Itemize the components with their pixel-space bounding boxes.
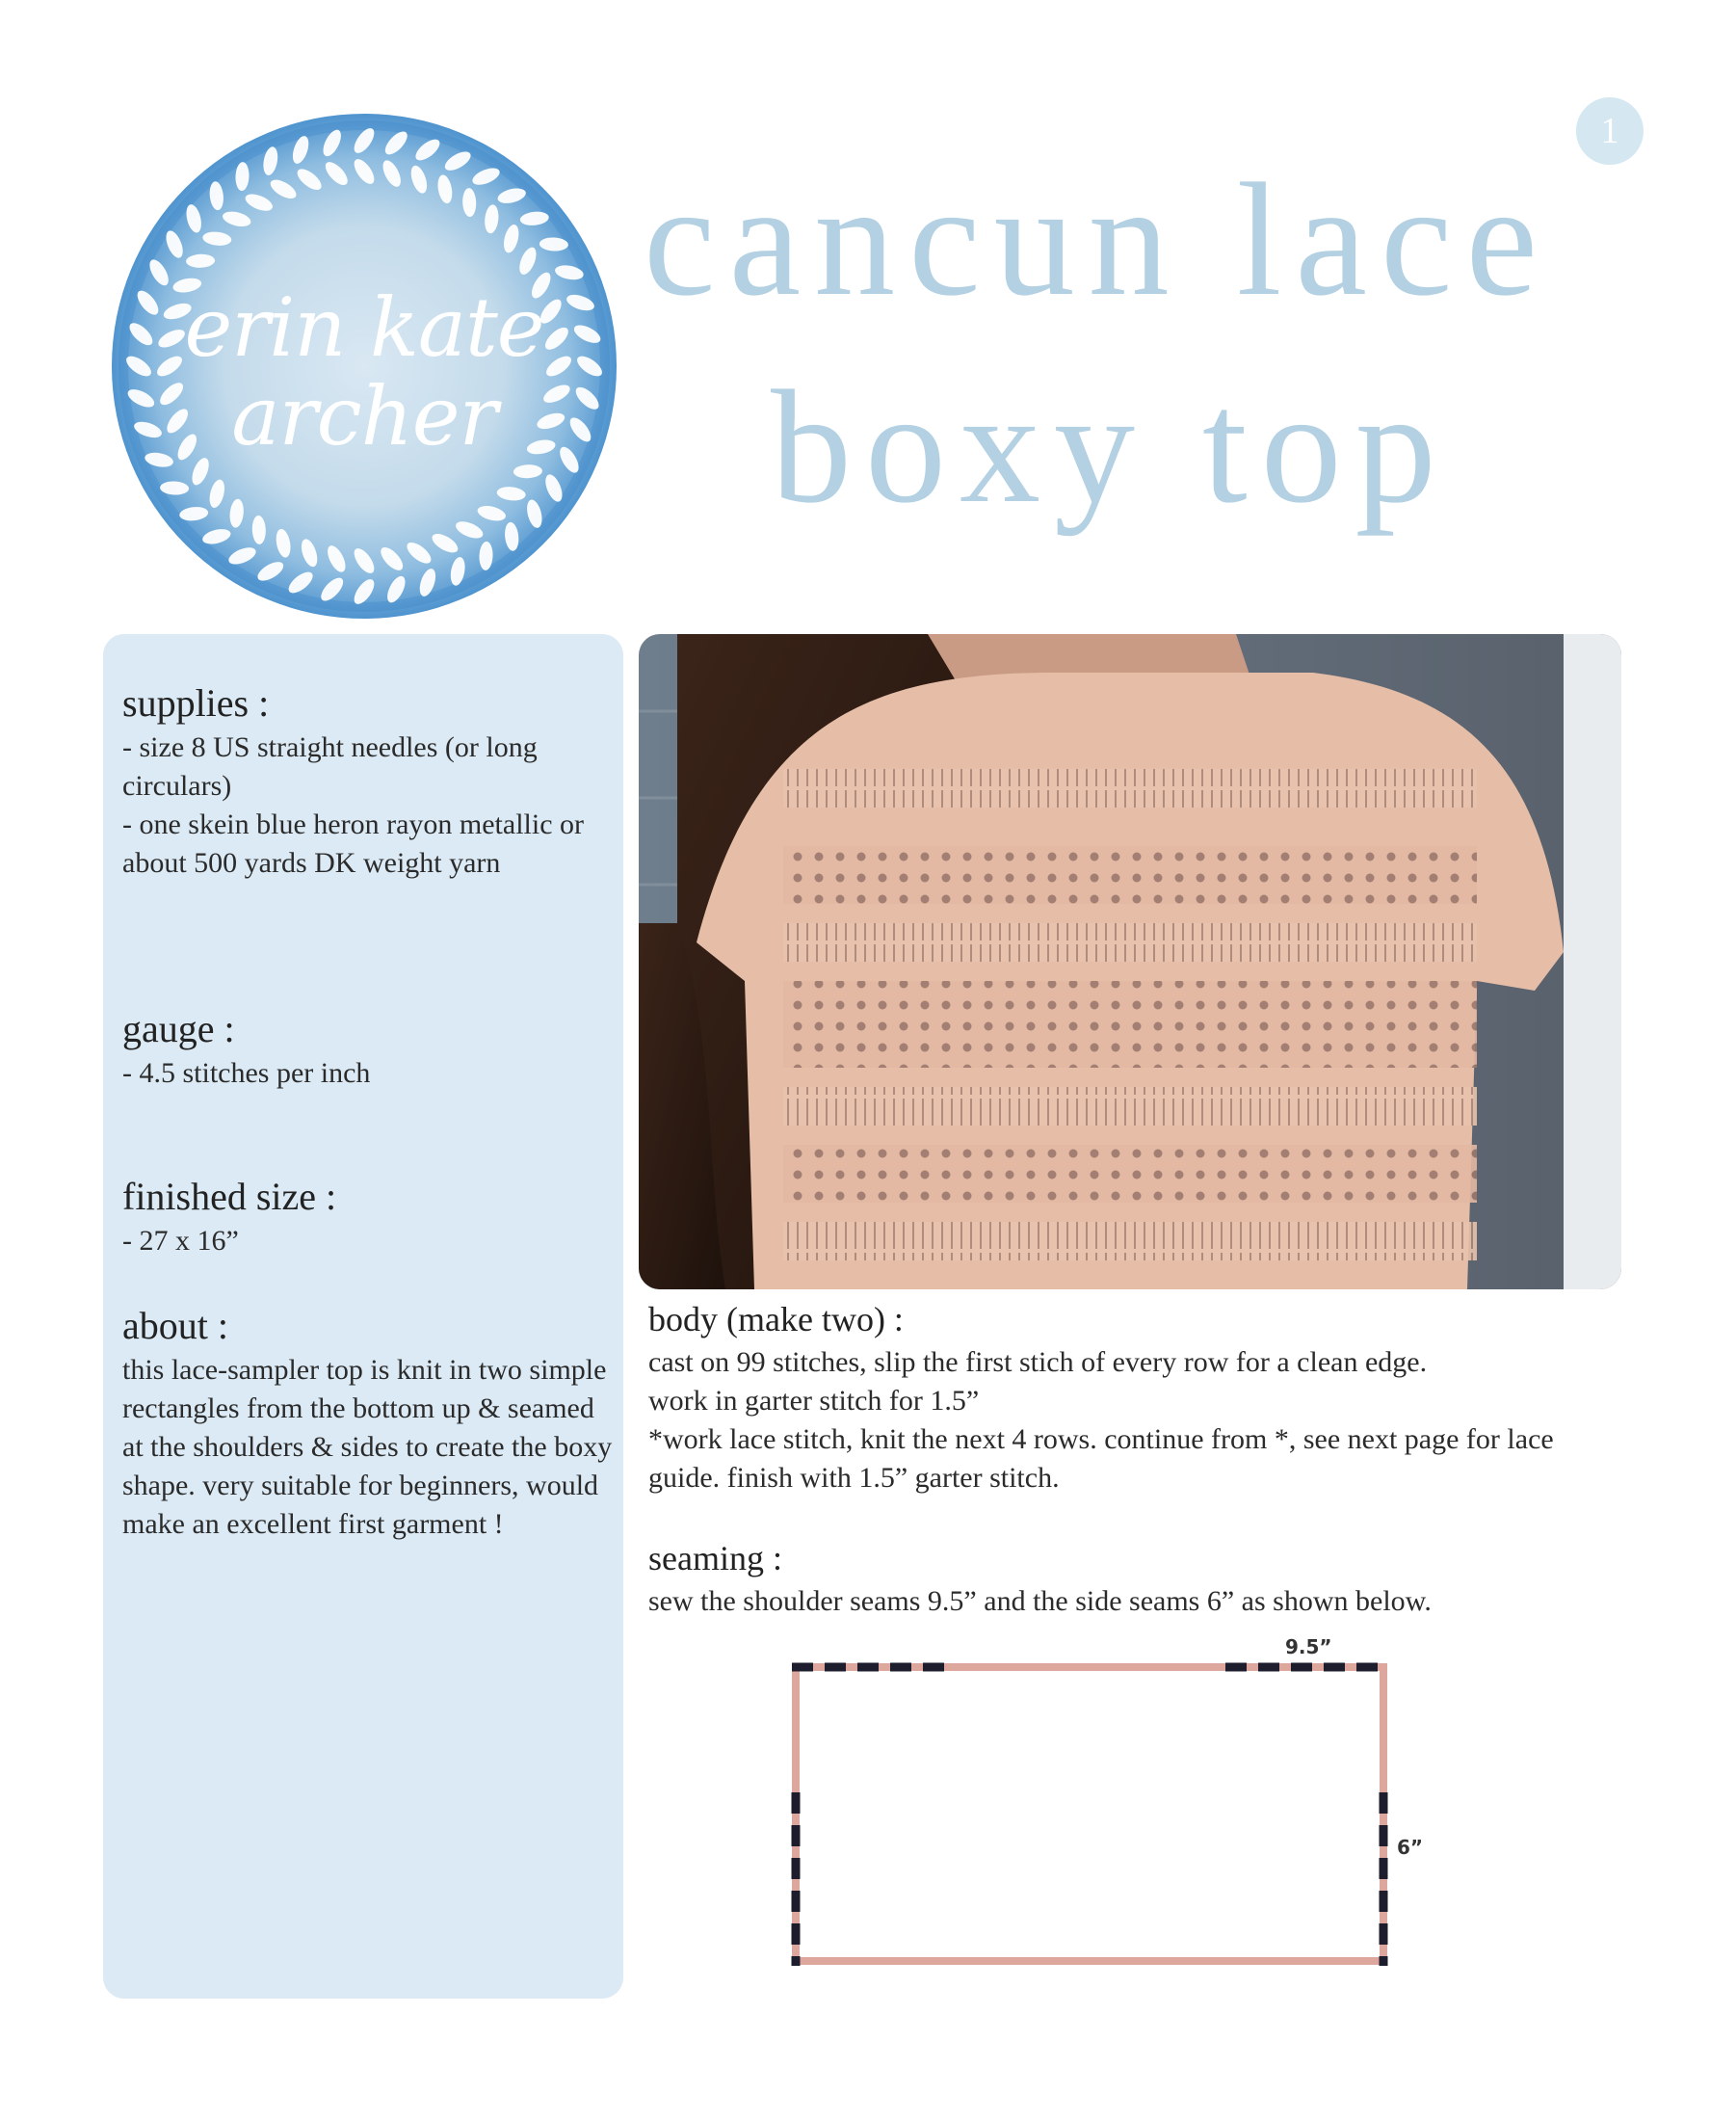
title-line-1: cancun lace [644, 150, 1552, 330]
title-line-2: boxy top [771, 358, 1450, 537]
seaming-diagram [780, 1629, 1435, 1975]
logo-line-2: archer [231, 369, 497, 464]
finished-size-item: - 27 x 16” [122, 1225, 239, 1257]
seaming-heading: seaming : [648, 1539, 782, 1577]
body-text: cast on 99 stitches, slip the first stich of every row for a clean edge. work in garter stitch for 1.5” *work lace stitch, knit the next 4 rows. continue from *, see next page for lace guide. finish with 1.5” garter stitch. [648, 1345, 1554, 1494]
about-heading: about : [122, 1304, 228, 1347]
body-section [648, 1301, 1631, 1497]
side-seam-label: 6” [1397, 1836, 1424, 1859]
gauge-section [122, 1008, 614, 1093]
supplies-section [122, 682, 614, 883]
garment-rectangle [796, 1667, 1383, 1961]
knit-top-photo [639, 634, 1621, 1289]
finished-size-section [122, 1176, 614, 1260]
logo-line-1: erin kate [184, 280, 544, 375]
supplies-item: - one skein blue heron rayon metallic or about 500 yards DK weight yarn [122, 808, 585, 879]
finished-size-heading: finished size : [122, 1175, 337, 1218]
gauge-heading: gauge : [122, 1007, 235, 1050]
body-heading: body (make two) : [648, 1300, 904, 1338]
gauge-item: - 4.5 stitches per inch [122, 1057, 371, 1089]
page-number: 1 [1576, 97, 1644, 165]
supplies-item: - size 8 US straight needles (or long circulars) [122, 731, 538, 802]
shoulder-seam-label: 9.5” [1285, 1635, 1332, 1658]
supplies-heading: supplies : [122, 681, 270, 725]
about-text: this lace-sampler top is knit in two simple rectangles from the bottom up & seamed at the shoulders & sides to create the boxy shape. very suitable for beginners, would make an excellent first garment ! [122, 1354, 613, 1540]
about-section [122, 1305, 614, 1544]
seaming-section [648, 1540, 1631, 1621]
seaming-text: sew the shoulder seams 9.5” and the side seams 6” as shown below. [648, 1584, 1432, 1617]
